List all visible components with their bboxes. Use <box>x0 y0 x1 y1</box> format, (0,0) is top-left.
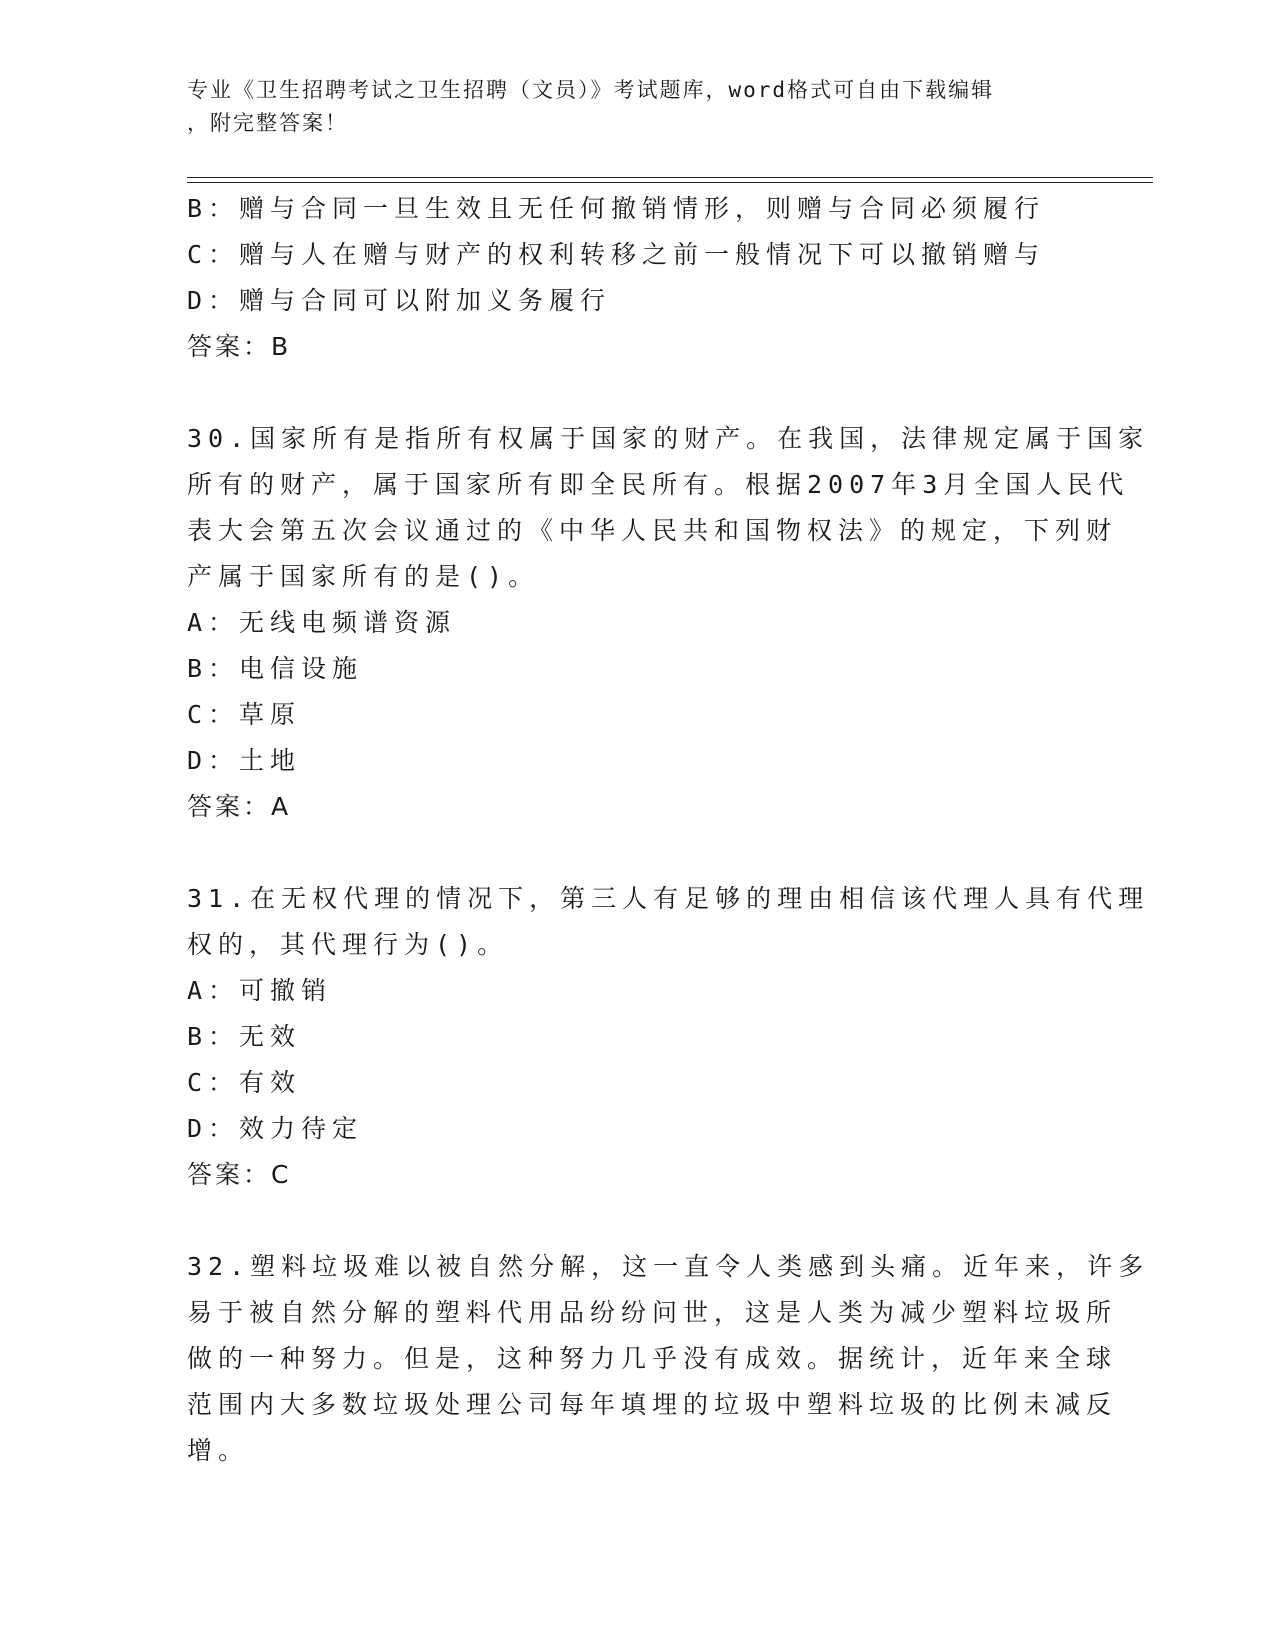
option-a: A：可撤销 <box>187 976 333 1005</box>
option-b: B：赠与合同一旦生效且无任何撤销情形，则赠与合同必须履行 <box>187 194 1046 223</box>
option-d: D：土地 <box>187 746 302 775</box>
question-stem-line: 做的一种努力。但是，这种努力几乎没有成效。据统计，近年来全球 <box>187 1344 1118 1373</box>
option-d: D：效力待定 <box>187 1114 364 1143</box>
question-stem-line: 易于被自然分解的塑料代用品纷纷问世，这是人类为减少塑料垃圾所 <box>187 1298 1118 1327</box>
question-31 <box>187 876 1150 1198</box>
option-d: D：赠与合同可以附加义务履行 <box>187 286 612 315</box>
question-32 <box>187 1244 1150 1474</box>
option-c: C：草原 <box>187 700 302 729</box>
header-line-2: ，附完整答案！ <box>187 111 348 135</box>
question-stem-line: 31.在无权代理的情况下，第三人有足够的理由相信该代理人具有代理 <box>187 884 1150 913</box>
question-30 <box>187 416 1150 830</box>
document-body <box>187 186 1150 1474</box>
question-29 <box>187 186 1087 370</box>
option-b: B：电信设施 <box>187 654 364 683</box>
answer: 答案：C <box>187 1160 292 1189</box>
option-c: C：赠与人在赠与财产的权利转移之前一般情况下可以撤销赠与 <box>187 240 1046 269</box>
question-stem-line: 32.塑料垃圾难以被自然分解，这一直令人类感到头痛。近年来，许多 <box>187 1252 1150 1281</box>
question-stem-line: 范围内大多数垃圾处理公司每年填埋的垃圾中塑料垃圾的比例未减反 <box>187 1390 1118 1419</box>
header-divider-top <box>187 177 1153 178</box>
header-divider-bottom <box>187 182 1153 183</box>
question-stem-line: 表大会第五次会议通过的《中华人民共和国物权法》的规定，下列财 <box>187 516 1118 545</box>
option-a: A：无线电频谱资源 <box>187 608 457 637</box>
question-stem-line: 增。 <box>187 1436 250 1465</box>
question-stem-line: 产属于国家所有的是()。 <box>187 562 540 591</box>
answer: 答案：B <box>187 332 292 361</box>
option-b: B：无效 <box>187 1022 302 1051</box>
question-stem-line: 所有的财产，属于国家所有即全民所有。根据2007年3月全国人民代 <box>187 470 1130 499</box>
question-stem-line: 权的，其代理行为()。 <box>187 930 509 959</box>
spacer <box>187 1198 1087 1244</box>
question-stem-line: 30.国家所有是指所有权属于国家的财产。在我国，法律规定属于国家 <box>187 424 1150 453</box>
spacer <box>187 830 1087 876</box>
document-header <box>187 74 1087 140</box>
header-line-1: 专业《卫生招聘考试之卫生招聘（文员）》考试题库，word格式可自由下载编辑 <box>187 78 995 102</box>
answer: 答案：A <box>187 792 292 821</box>
spacer <box>187 370 1087 416</box>
option-c: C：有效 <box>187 1068 302 1097</box>
